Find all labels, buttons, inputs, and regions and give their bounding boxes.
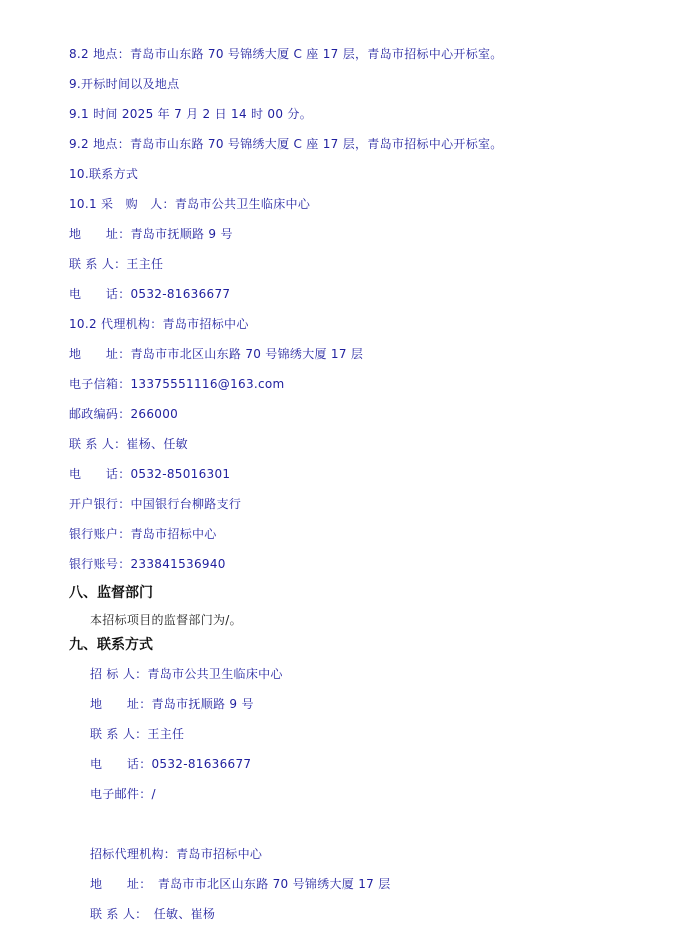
text-line: 8.2 地点：青岛市山东路 70 号锦绣大厦 C 座 17 层，青岛市招标中心开标室。 (69, 47, 503, 61)
text-line: 地 址：青岛市市北区山东路 70 号锦绣大厦 17 层 (69, 347, 364, 361)
text-line: 9.1 时间 2025 年 7 月 2 日 14 时 00 分。 (69, 107, 312, 121)
section-heading-supervision: 八、监督部门 (69, 585, 153, 601)
text-line: 地 址： 青岛市市北区山东路 70 号锦绣大厦 17 层 (90, 877, 391, 891)
text-line: 开户银行：中国银行台柳路支行 (69, 497, 242, 511)
text-line: 电子邮件：/ (90, 787, 156, 801)
text-line: 邮政编码：266000 (69, 407, 179, 421)
text-line: 招 标 人：青岛市公共卫生临床中心 (90, 667, 283, 681)
text-line: 电 话：0532-85016301 (69, 467, 231, 481)
text-line: 电 话：0532-81636677 (90, 757, 252, 771)
text-line: 银行账户：青岛市招标中心 (69, 527, 217, 541)
text-line: 联 系 人：崔杨、任敏 (69, 437, 188, 451)
text-line: 招标代理机构：青岛市招标中心 (90, 847, 263, 861)
text-line: 地 址：青岛市抚顺路 9 号 (69, 227, 233, 241)
text-line: 9.2 地点：青岛市山东路 70 号锦绣大厦 C 座 17 层，青岛市招标中心开标室。 (69, 137, 503, 151)
text-line: 9.开标时间以及地点 (69, 77, 180, 91)
text-line: 银行账号：233841536940 (69, 557, 226, 571)
text-line: 地 址：青岛市抚顺路 9 号 (90, 697, 254, 711)
text-line: 10.1 采 购 人：青岛市公共卫生临床中心 (69, 197, 311, 211)
section-heading-contact: 九、联系方式 (69, 637, 153, 653)
text-line: 10.联系方式 (69, 167, 139, 181)
text-line: 本招标项目的监督部门为/。 (90, 613, 242, 627)
text-line: 联 系 人： 任敏、崔杨 (90, 907, 216, 921)
text-line: 10.2 代理机构：青岛市招标中心 (69, 317, 249, 331)
text-line: 电 话：0532-81636677 (69, 287, 231, 301)
text-line: 电子信箱：13375551116@163.com (69, 377, 285, 391)
text-line: 联 系 人：王主任 (69, 257, 164, 271)
text-line: 联 系 人：王主任 (90, 727, 185, 741)
